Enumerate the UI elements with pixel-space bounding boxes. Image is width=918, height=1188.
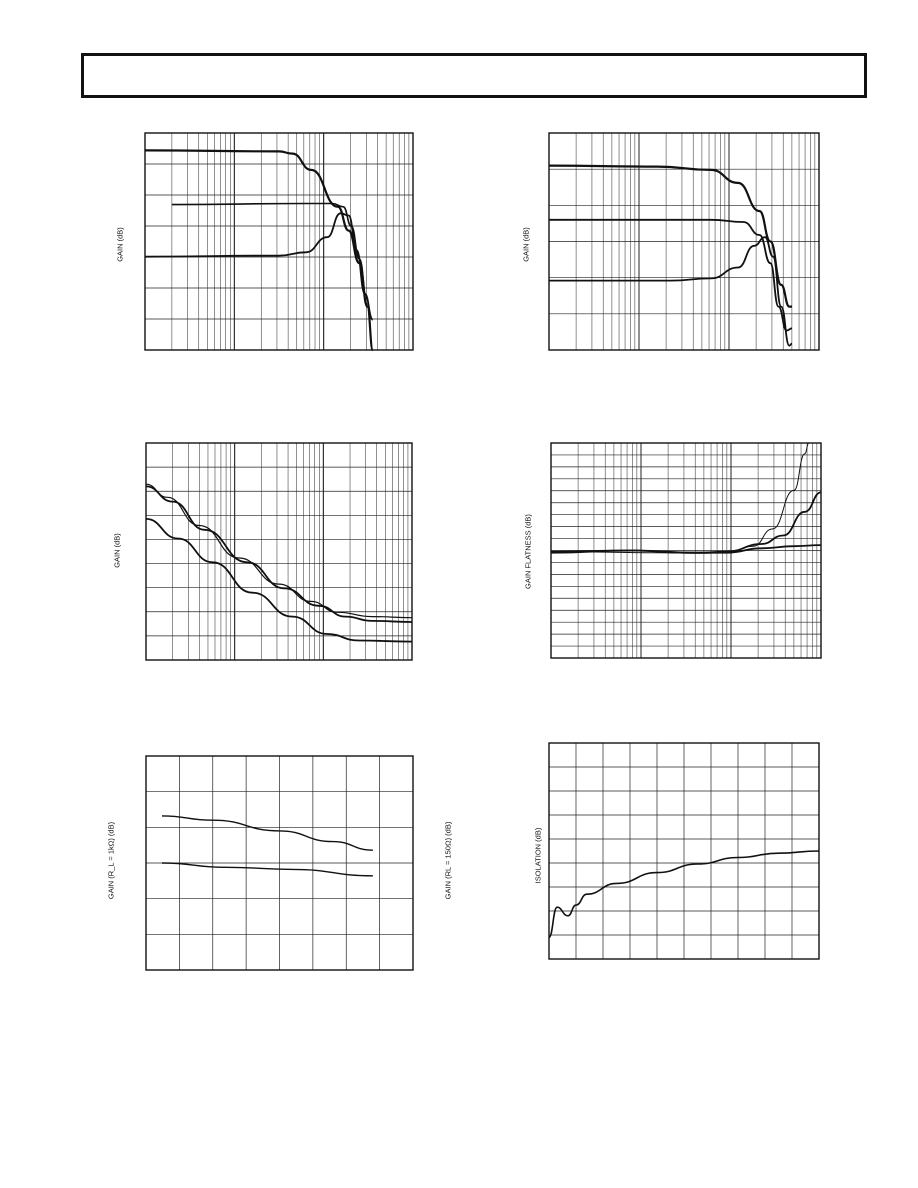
series-line <box>145 150 373 350</box>
series-line <box>146 484 412 618</box>
chart-gain-vs-frequency-2 <box>549 133 819 350</box>
gridlines <box>145 133 413 350</box>
y-axis-label: GAIN FLATNESS (dB) <box>523 514 533 589</box>
series-line <box>551 492 821 552</box>
series-line <box>146 486 412 622</box>
series-line <box>549 237 792 346</box>
chart-gain-vs-frequency-3 <box>146 443 412 660</box>
chart-gain-vs-frequency-1 <box>145 133 413 350</box>
series-line <box>172 204 368 305</box>
series-line <box>162 863 373 876</box>
y-axis-label: GAIN (dB) <box>112 533 122 568</box>
chart-svg <box>551 443 821 658</box>
chart-svg <box>549 133 819 350</box>
series-line <box>146 519 412 642</box>
plot-frame <box>145 133 413 350</box>
chart-svg <box>145 133 413 350</box>
chart-gain-dual-axis <box>146 756 413 970</box>
series-line <box>551 545 821 553</box>
series-line <box>162 816 373 850</box>
y-axis-label: ISOLATION (dB) <box>533 827 543 884</box>
series-line <box>549 166 792 307</box>
gridlines <box>146 756 413 970</box>
chart-gain-flatness <box>551 443 821 658</box>
y-axis-label: GAIN (dB) <box>115 227 125 262</box>
header-box <box>81 53 867 98</box>
series-line <box>551 443 809 553</box>
series-line <box>145 213 373 319</box>
y-axis-label: GAIN (dB) <box>521 227 531 262</box>
chart-svg <box>549 743 819 959</box>
chart-isolation <box>549 743 819 959</box>
chart-svg <box>146 443 412 660</box>
y-axis-label: GAIN (R_L = 1kΩ) (dB) <box>106 821 116 900</box>
gridlines <box>549 743 819 959</box>
gridlines <box>146 443 412 660</box>
chart-svg <box>146 756 413 970</box>
plot-frame <box>146 443 412 660</box>
y-axis-label-secondary: GAIN (RL = 150Ω) (dB) <box>443 821 453 900</box>
